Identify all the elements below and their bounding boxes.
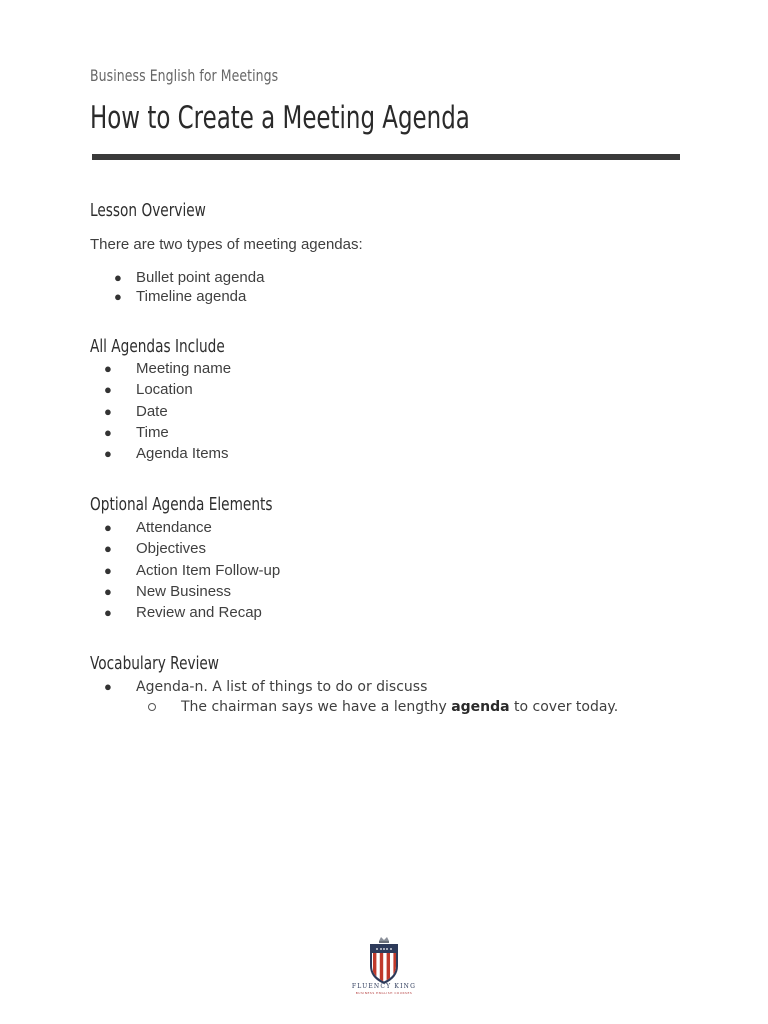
example-after: to cover today. xyxy=(509,699,619,715)
bullet-icon: ● xyxy=(104,403,112,419)
heading-optional-agenda-elements: Optional Agenda Elements xyxy=(90,494,273,515)
bullet-icon: ● xyxy=(114,289,122,304)
vocab-list xyxy=(104,676,428,697)
list-item-label: New Business xyxy=(136,582,232,600)
bullet-icon: ● xyxy=(104,679,112,694)
heading-lesson-overview: Lesson Overview xyxy=(90,200,206,221)
list-item-label: Bullet point agenda xyxy=(136,269,265,286)
list-item xyxy=(114,268,265,287)
bullet-icon: ● xyxy=(104,562,112,578)
list-item xyxy=(104,560,281,581)
list-item-label: Agenda Items xyxy=(136,445,229,463)
list-item xyxy=(104,379,231,400)
list-item-label: Meeting name xyxy=(136,360,232,377)
bullet-icon: ● xyxy=(104,361,112,376)
example-keyword: agenda xyxy=(451,699,510,715)
list-item-label: Action Item Follow-up xyxy=(136,561,281,579)
list-item-label: Attendance xyxy=(136,519,212,536)
include-list xyxy=(104,358,232,464)
bullet-icon: ● xyxy=(104,446,112,462)
bullet-icon: ● xyxy=(104,541,112,557)
example-before: The chairman says we have a lengthy xyxy=(181,699,452,715)
list-item xyxy=(104,443,231,464)
bullet-icon: ● xyxy=(114,270,122,285)
document-title: How to Create a Meeting Agenda xyxy=(90,100,470,136)
list-item xyxy=(104,538,280,559)
bullet-icon: ● xyxy=(104,382,112,398)
list-item xyxy=(104,602,280,623)
list-item xyxy=(104,358,232,379)
list-item-label: Review and Recap xyxy=(136,604,262,622)
list-item xyxy=(104,581,280,602)
hollow-bullet-icon xyxy=(148,703,156,711)
document-subtitle: Business English for Meetings xyxy=(90,66,279,85)
vocab-term: Agenda-n. A list of things to do or discuss xyxy=(136,679,428,695)
overview-list xyxy=(114,268,265,306)
bullet-icon: ● xyxy=(104,605,112,621)
list-item-label: Location xyxy=(136,381,193,399)
heading-all-agendas-include: All Agendas Include xyxy=(90,336,225,357)
list-item-label: Time xyxy=(136,423,169,441)
logo-name: FLUENCY KING xyxy=(351,983,417,990)
list-item xyxy=(181,697,618,717)
list-item xyxy=(104,401,231,422)
title-divider xyxy=(92,154,680,160)
list-item-label: Timeline agenda xyxy=(136,288,247,305)
logo-tagline: BUSINESS ENGLISH COURSES xyxy=(355,991,413,995)
bullet-icon: ● xyxy=(104,424,112,440)
heading-vocabulary-review: Vocabulary Review xyxy=(90,653,219,674)
bullet-icon: ● xyxy=(104,583,112,599)
list-item xyxy=(104,422,231,443)
list-item xyxy=(114,287,264,306)
vocab-example-list xyxy=(181,697,618,717)
overview-intro: There are two types of meeting agendas: xyxy=(90,236,363,253)
list-item xyxy=(104,517,280,538)
optional-list xyxy=(104,517,281,623)
list-item-label: Objectives xyxy=(136,540,207,558)
list-item-label: Date xyxy=(136,402,168,420)
bullet-icon: ● xyxy=(104,520,112,535)
list-item xyxy=(104,676,428,697)
